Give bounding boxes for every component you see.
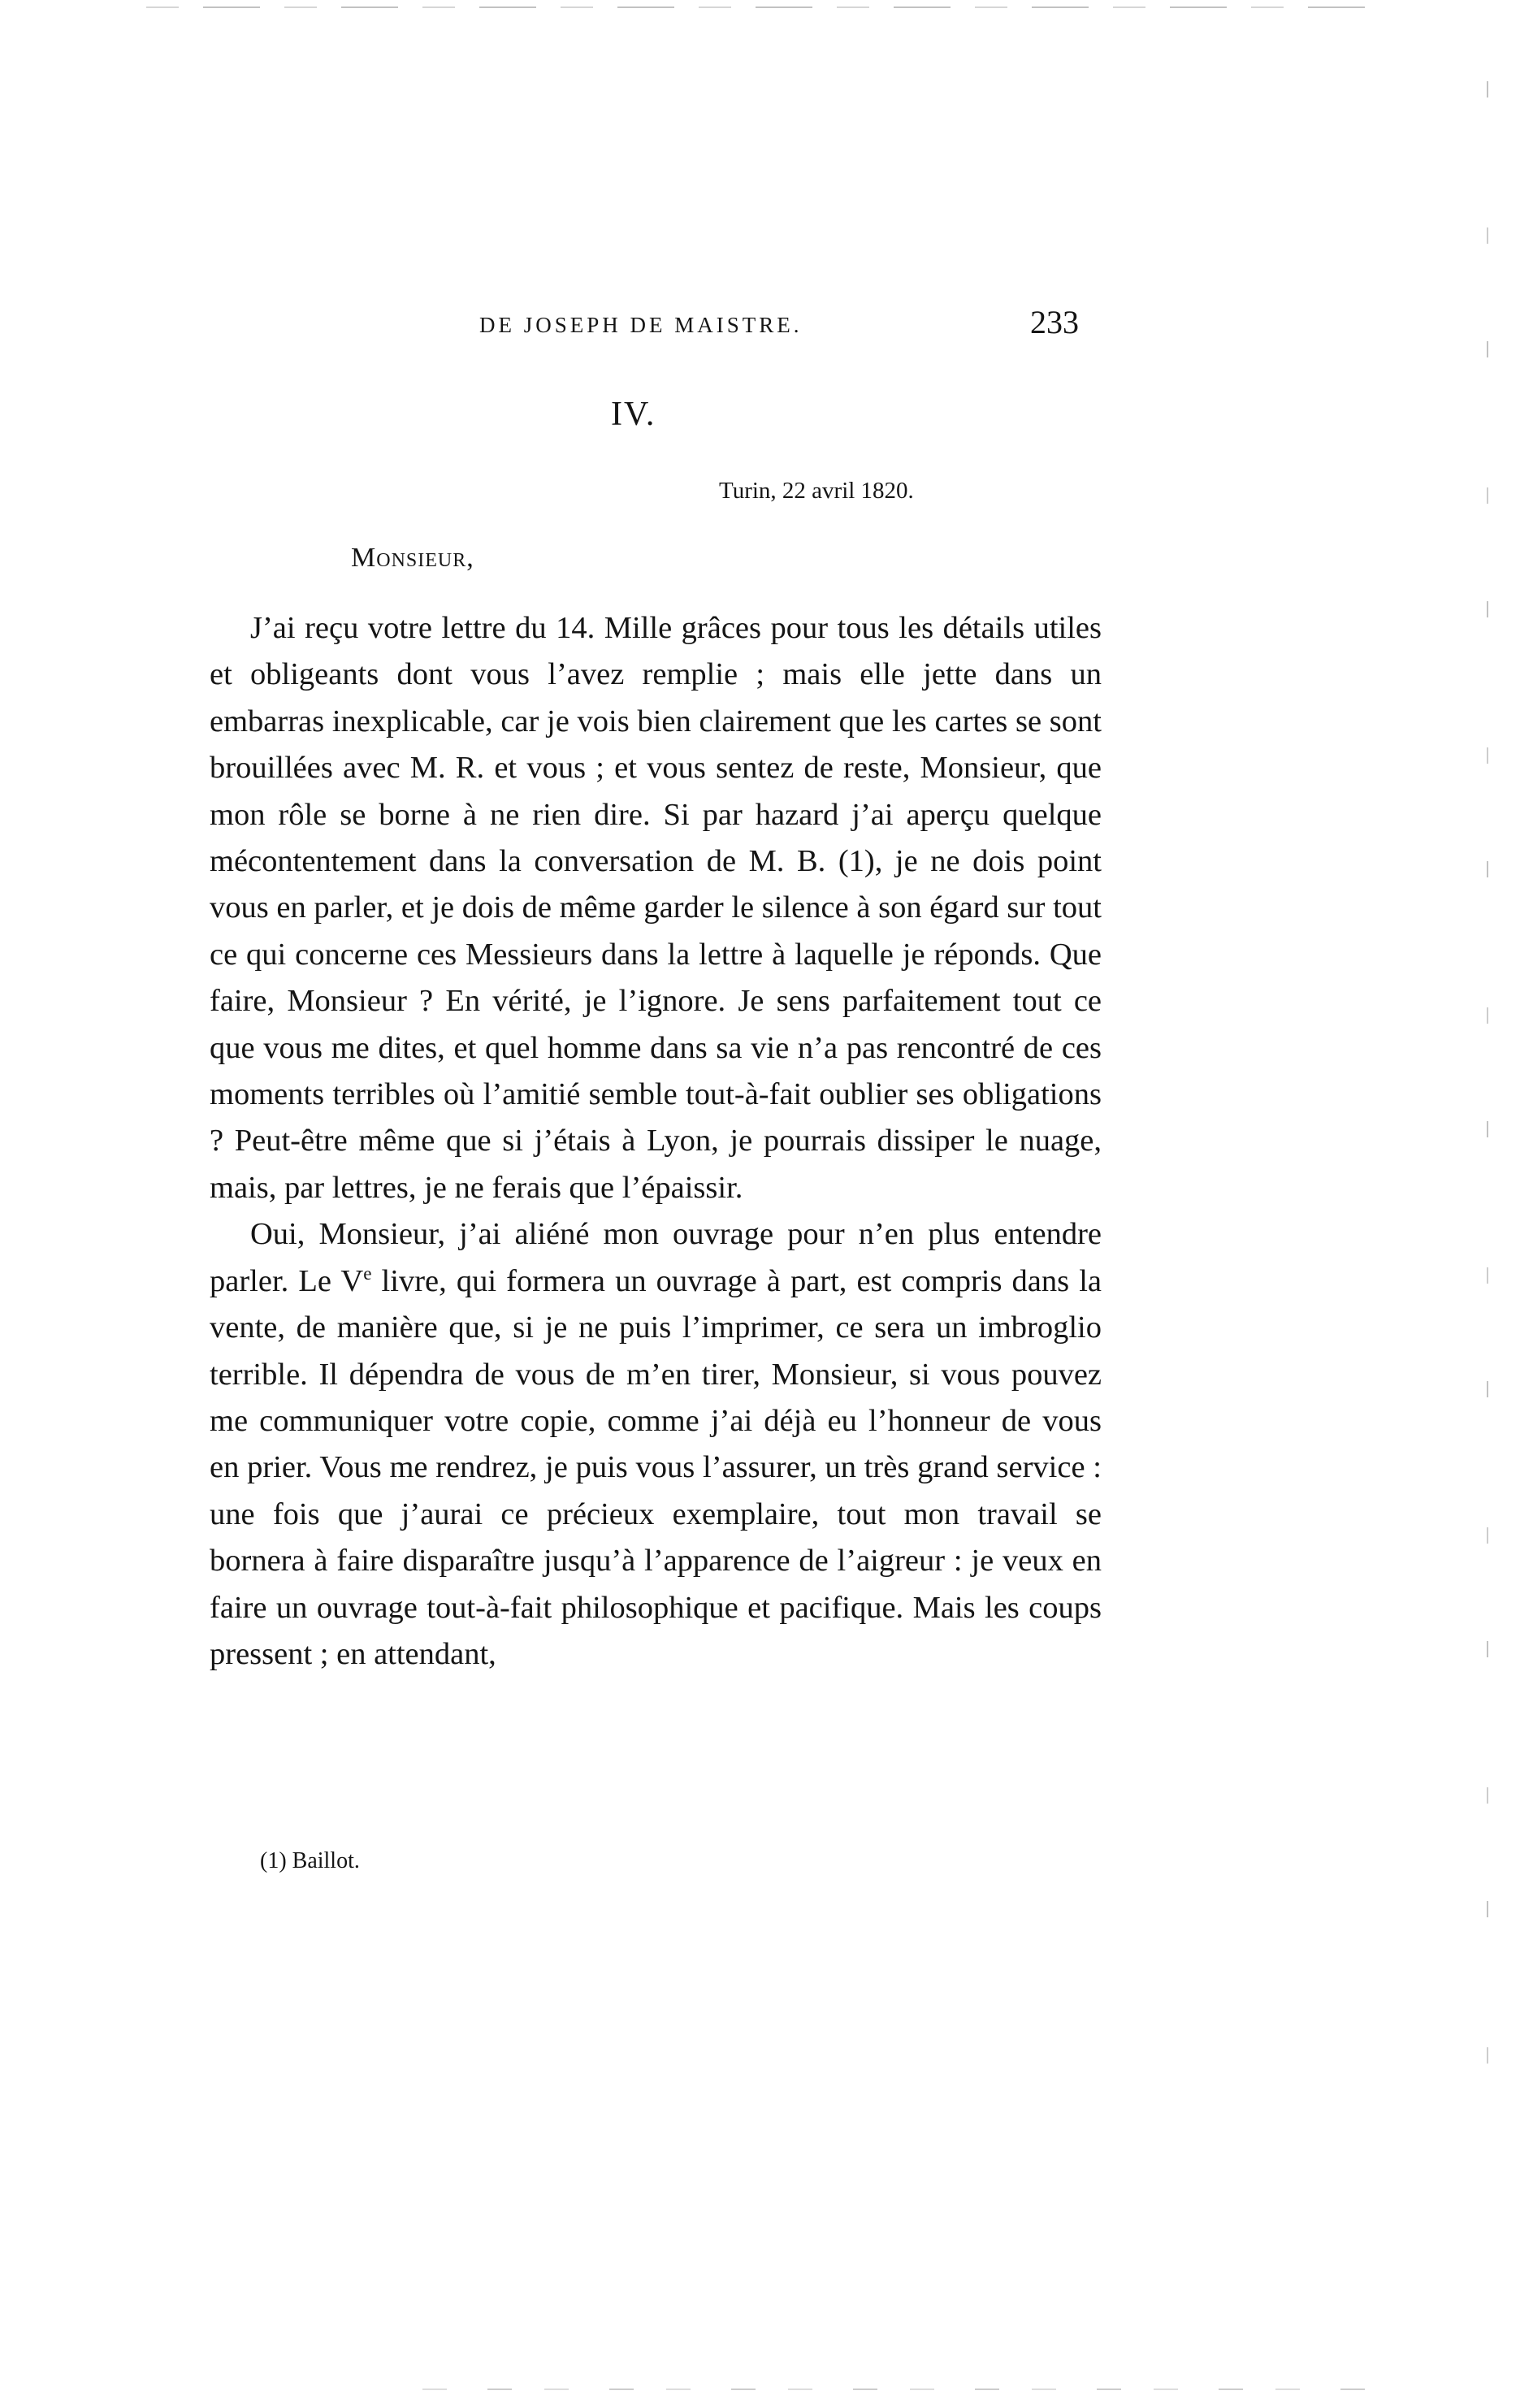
letter-number: IV.: [611, 396, 656, 433]
paragraph-1: J’ai reçu votre lettre du 14. Mille grâces pour tous les détails utiles et obligeants dont vous l’avez remplie ; mais elle jette dans un embarras inexplicable, car je vois bien clairement que les cartes se sont brouillées avec M. R. et vous ; et vous sentez de reste, Monsieur, que mon rôle se borne à ne rien dire. Si par hazard j’ai aperçu quelque mécontentement dans la conversation de M. B. (1), je ne dois point vous en parler, et je dois de même garder le silence à son égard sur tout ce qui concerne ces Messieurs dans la lettre à laquelle je réponds. Que faire, Monsieur ? En vérité, je l’ignore. Je sens parfaitement tout ce que vous me dites, et quel homme dans sa vie n’a pas rencontré de ces moments terribles où l’amitié semble tout-à-fait oublier ses obligations ? Peut-être même que si j’étais à Lyon, je pourrais dissiper le nuage, mais, par lettres, je ne ferais que l’épaissir.: [210, 611, 1102, 1205]
running-head: DE JOSEPH DE MAISTRE.: [479, 313, 803, 337]
scan-edge-bottom: [422, 2389, 1397, 2390]
paragraph-2-rest: livre, qui formera un ouvrage à part, est compris dans la vente, de manière que, si je ne puis l’imprimer, ce sera un imbroglio terrible. Il dépendra de vous de m’en tirer, Monsieur, si vous pouvez me communiquer votre copie, comme j’ai déjà eu l’honneur de vous en prier. Vous me rendrez, je puis vous l’assurer, un très grand service : une fois que j’aurai ce précieux exemplaire, tout mon travail se bornera à faire disparaître jusqu’à l’apparence de l’aigreur : je veux en faire un ouvrage tout-à-fait philosophique et pacifique. Mais les coups pressent ; en attendant,: [210, 1263, 1102, 1671]
paragraph-2: [210, 1211, 1102, 1678]
salutation: Monsieur,: [351, 543, 474, 573]
dateline: Turin, 22 avril 1820.: [719, 478, 914, 504]
page-number: 233: [1030, 304, 1079, 340]
scan-edge-top: [146, 6, 1365, 8]
superscript-e: e: [363, 1262, 372, 1284]
letter-body: [210, 605, 1102, 1678]
scan-edge-right: [1487, 81, 1488, 2112]
footnote: (1) Baillot.: [260, 1848, 360, 1873]
paragraph-2-start: Oui, Monsieur, j’ai aliéné mon ouvrage pour n’en plus entendre parler. Le V: [210, 1217, 1102, 1298]
